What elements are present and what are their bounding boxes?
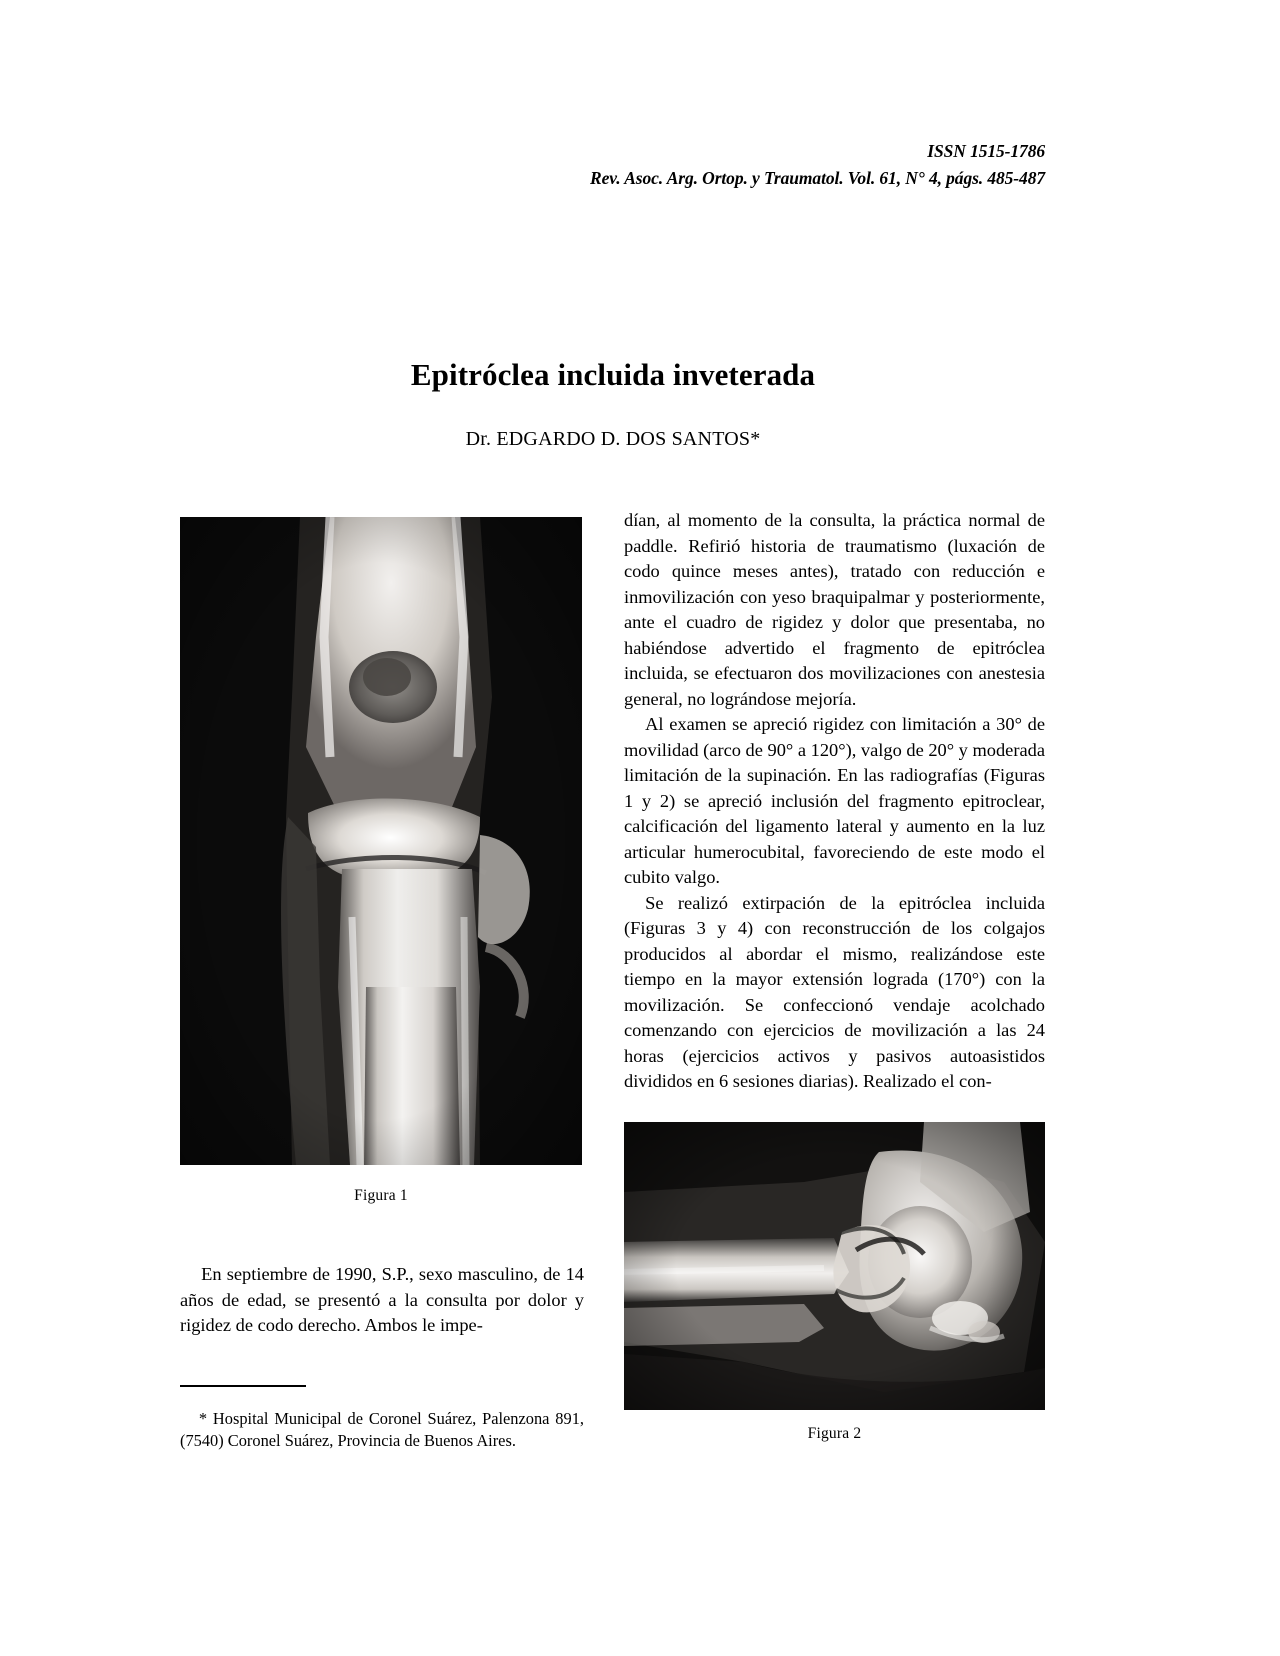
issn-line: ISSN 1515-1786 [927, 141, 1045, 161]
radiograph-image-figura-1 [180, 517, 582, 1165]
figure-2 [624, 1122, 1045, 1442]
journal-citation-line: Rev. Asoc. Arg. Ortop. y Traumatol. Vol. 61, N° 4, págs. 485-487 [590, 168, 1045, 188]
footnote-divider [180, 1385, 306, 1387]
paragraph: dían, al momento de la consulta, la práctica normal de paddle. Refirió historia de traumatismo (luxación de codo quince meses antes), tratado con reducción e inmovilización con yeso braquipalmar y posteriormente, ante el cuadro de rigidez y dolor que presentaba, no habiéndose advertido el fragmento de epitróclea incluida, se efectuaron dos movilizaciones con anestesia general, no lográndose mejoría. [624, 510, 1045, 709]
figure-1 [180, 517, 582, 1204]
footnote-text: * Hospital Municipal de Coronel Suárez, Palenzona 891, (7540) Coronel Suárez, Provincia de Buenos Aires. [180, 1409, 584, 1450]
article-author: Dr. EDGARDO D. DOS SANTOS* [465, 428, 761, 450]
paragraph: Se realizó extirpación de la epitróclea incluida (Figuras 3 y 4) con reconstrucción de los colgajos producidos al abordar el mismo, realizándose este tiempo en la mayor extensión lograda (170°) con la movilización. Se confeccionó vendaje acolchado comenzando con ejercicios de movilización a las 24 horas (ejercicios activos y pasivos autoasistidos divididos en 6 sesiones diarias). Realizado el con- [624, 892, 1045, 1091]
right-column-body [624, 508, 1045, 1095]
left-column-body [180, 1262, 584, 1339]
paragraph: Al examen se apreció rigidez con limitación a 30° de movilidad (arco de 90° a 120°), valgo de 20° y moderada limitación de la supinación. En las radiografías (Figuras 1 y 2) se apreció inclusión del fragmento epitroclear, calcificación del ligamento lateral y aumento en la luz articular humerocubital, favoreciendo de este modo el cubito valgo. [624, 714, 1045, 887]
right-column [624, 508, 1045, 1095]
paragraph: En septiembre de 1990, S.P., sexo masculino, de 14 años de edad, se presentó a la consulta por dolor y rigidez de codo derecho. Ambos le impe- [180, 1264, 584, 1335]
footnote [180, 1408, 584, 1452]
page-title: Epitróclea incluida inveterada [410, 357, 816, 392]
figure-1-caption: Figura 1 [354, 1187, 408, 1204]
journal-header [0, 138, 1045, 192]
figure-2-caption: Figura 2 [807, 1425, 862, 1442]
radiograph-image-figura-2 [624, 1122, 1045, 1410]
